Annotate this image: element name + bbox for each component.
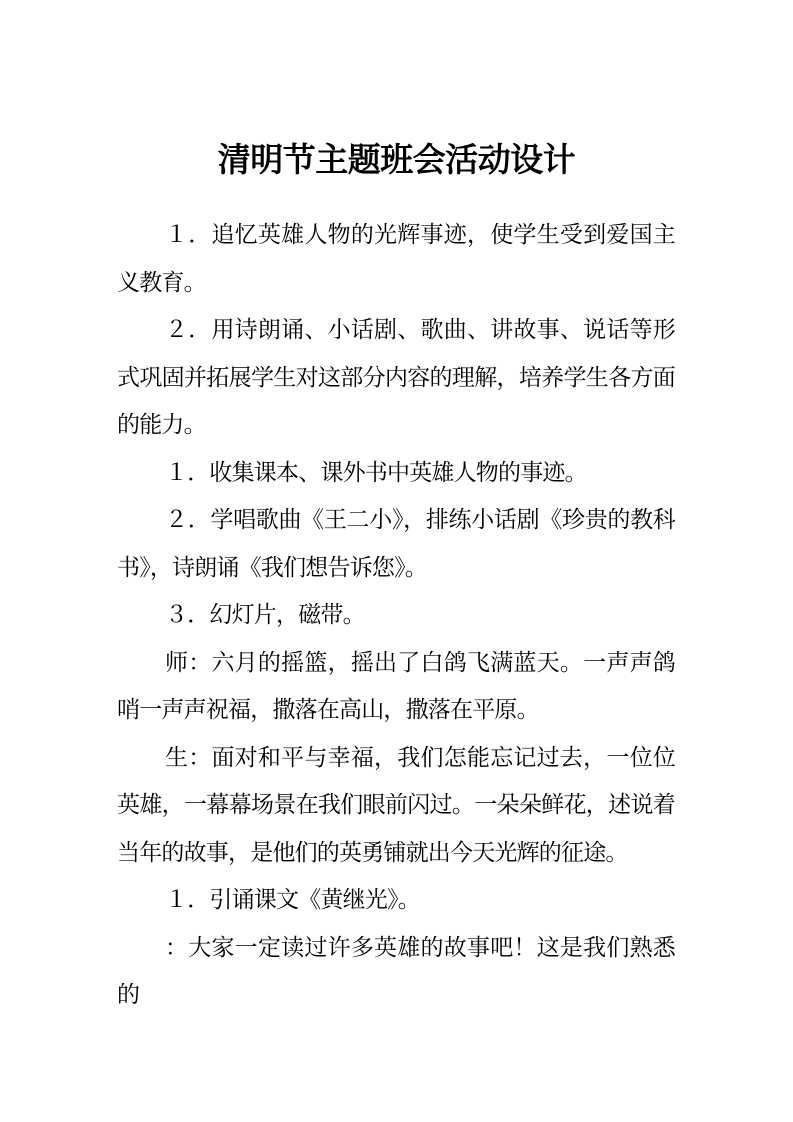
paragraph: ２．学唱歌曲《王二小》，排练小话剧《珍贵的教科书》，诗朗诵《我们想告诉您》。 [117, 506, 675, 580]
paragraph: ２．用诗朗诵、小话剧、歌曲、讲故事、说话等形式巩固并拓展学生对这部分内容的理解，培养学生各方面的能力。 [117, 316, 675, 437]
document-body [117, 211, 675, 1019]
paragraph: １．引诵课文《黄继光》。 [165, 886, 420, 912]
paragraph: ：大家一定读过许多英雄的故事吧！这是我们熟悉的 [117, 933, 675, 1007]
paragraph: 师：六月的摇篮，摇出了白鸽飞满蓝天。一声声鸽哨一声声祝福，撒落在高山，撒落在平原。 [117, 648, 675, 722]
paragraph: ３．幻灯片，磁带。 [165, 601, 365, 627]
paragraph: １．追忆英雄人物的光辉事迹，使学生受到爱国主义教育。 [117, 221, 675, 295]
paragraph: １．收集课本、课外书中英雄人物的事迹。 [165, 458, 587, 485]
document-title: 清明节主题班会活动设计 [217, 141, 576, 178]
paragraph: 生：面对和平与幸福，我们怎能忘记过去，一位位英雄，一幕幕场景在我们眼前闪过。一朵朵鲜花，述说着当年的故事，是他们的英勇铺就出今天光辉的征途。 [117, 743, 675, 865]
